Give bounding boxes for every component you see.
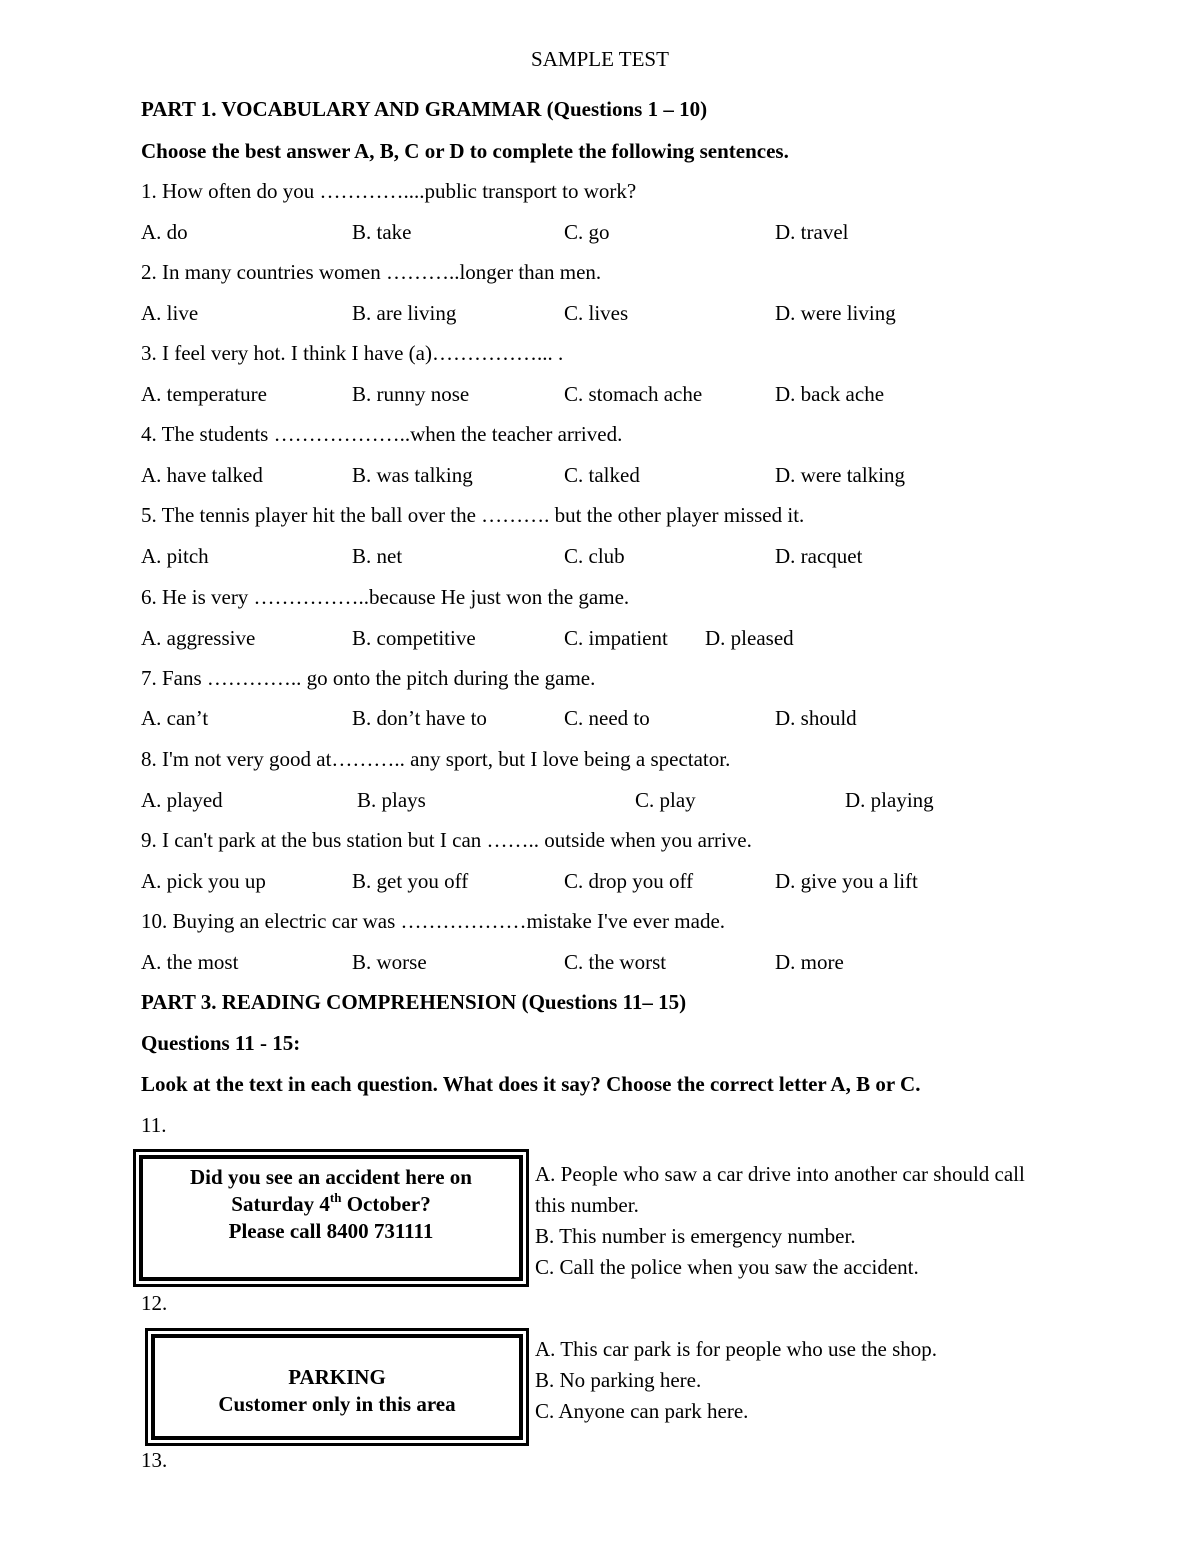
question-8-option-b: B. plays	[357, 788, 426, 812]
question-5-stem: 5. The tennis player hit the ball over the ………. but the other player missed it.	[141, 503, 805, 527]
question-7-option-b: B. don’t have to	[352, 706, 487, 730]
question-12-notice	[151, 1334, 523, 1440]
question-7-option-c: C. need to	[564, 706, 650, 730]
question-6-option-d: D. pleased	[705, 626, 794, 650]
question-6-option-c: C. impatient	[564, 626, 668, 650]
question-2-option-b: B. are living	[352, 301, 457, 325]
question-2-option-d: D. were living	[775, 301, 896, 325]
question-12-option-a: A. This car park is for people who use the shop.	[535, 1337, 938, 1361]
question-4-option-b: B. was talking	[352, 463, 473, 487]
question-11-option-b: B. This number is emergency number.	[535, 1224, 856, 1248]
question-10-option-b: B. worse	[352, 950, 427, 974]
question-5-option-c: C. club	[564, 544, 625, 568]
question-2-option-c: C. lives	[564, 301, 629, 325]
question-11-option-c: C. Call the police when you saw the accident.	[535, 1255, 919, 1279]
question-12-option-c: C. Anyone can park here.	[535, 1399, 749, 1423]
question-12-notice-line1: PARKING	[288, 1365, 386, 1389]
question-3-option-b: B. runny nose	[352, 382, 470, 406]
question-11-notice-line2: Saturday 4th October?	[231, 1190, 431, 1216]
question-2-option-a: A. live	[141, 301, 199, 325]
question-9-option-d: D. give you a lift	[775, 869, 918, 893]
question-5-option-b: B. net	[352, 544, 403, 568]
part1-heading: PART 1. VOCABULARY AND GRAMMAR (Questions 1 – 10)	[141, 97, 708, 121]
question-6-option-a: A. aggressive	[141, 626, 256, 650]
question-4-stem: 4. The students ………………..when the teacher arrived.	[141, 422, 623, 446]
question-4-option-c: C. talked	[564, 463, 640, 487]
question-5-option-d: D. racquet	[775, 544, 863, 568]
question-4-option-d: D. were talking	[775, 463, 906, 487]
part3-heading: PART 3. READING COMPREHENSION (Questions 11– 15)	[141, 990, 687, 1014]
question-1-option-d: D. travel	[775, 220, 849, 244]
question-7-option-d: D. should	[775, 706, 857, 730]
question-12-options	[535, 1334, 1055, 1427]
question-9-stem: 9. I can't park at the bus station but I can …….. outside when you arrive.	[141, 828, 752, 852]
question-3-option-d: D. back ache	[775, 382, 885, 406]
question-3-option-a: A. temperature	[141, 382, 267, 406]
question-11-notice	[139, 1155, 523, 1281]
part3-subheading: Questions 11 - 15:	[141, 1031, 301, 1055]
question-3-option-c: C. stomach ache	[564, 382, 703, 406]
part3-instruction: Look at the text in each question. What does it say? Choose the correct letter A, B or C.	[141, 1072, 921, 1096]
question-7-option-a: A. can’t	[141, 706, 209, 730]
question-11-number: 11.	[141, 1113, 167, 1137]
question-6-stem: 6. He is very ……………..because He just won the game.	[141, 585, 630, 609]
question-10-stem: 10. Buying an electric car was ………………mistake I've ever made.	[141, 909, 726, 933]
question-10-option-d: D. more	[775, 950, 844, 974]
part1-instruction: Choose the best answer A, B, C or D to complete the following sentences.	[141, 139, 789, 163]
question-1-option-c: C. go	[564, 220, 610, 244]
question-11-notice-line3: Please call 8400 731111	[228, 1219, 434, 1243]
question-9-option-c: C. drop you off	[564, 869, 694, 893]
question-9-option-a: A. pick you up	[141, 869, 266, 893]
question-12-notice-line2: Customer only in this area	[218, 1392, 456, 1416]
question-5-option-a: A. pitch	[141, 544, 209, 568]
question-11-options	[535, 1159, 1055, 1283]
question-1-option-b: B. take	[352, 220, 412, 244]
question-8-option-d: D. playing	[845, 788, 934, 812]
question-8-option-a: A. played	[141, 788, 223, 812]
question-2-stem: 2. In many countries women ………..longer than men.	[141, 260, 602, 284]
question-12-option-b: B. No parking here.	[535, 1368, 702, 1392]
question-12-number: 12.	[141, 1291, 168, 1315]
question-1-option-a: A. do	[141, 220, 188, 244]
question-7-stem: 7. Fans ………….. go onto the pitch during the game.	[141, 666, 596, 690]
question-13-number: 13.	[141, 1448, 168, 1472]
question-4-option-a: A. have talked	[141, 463, 263, 487]
question-8-option-c: C. play	[635, 788, 696, 812]
page-title: SAMPLE TEST	[531, 47, 669, 71]
question-11-notice-line1: Did you see an accident here on	[190, 1165, 472, 1189]
question-11-option-a: A. People who saw a car drive into another car should call this number.	[535, 1162, 1025, 1217]
question-8-stem: 8. I'm not very good at……….. any sport, but I love being a spectator.	[141, 747, 731, 771]
question-1-stem: 1. How often do you …………....public transport to work?	[141, 179, 637, 203]
question-10-option-c: C. the worst	[564, 950, 667, 974]
question-10-option-a: A. the most	[141, 950, 239, 974]
question-6-option-b: B. competitive	[352, 626, 476, 650]
question-3-stem: 3. I feel very hot. I think I have (a)……………... .	[141, 341, 564, 365]
question-9-option-b: B. get you off	[352, 869, 469, 893]
